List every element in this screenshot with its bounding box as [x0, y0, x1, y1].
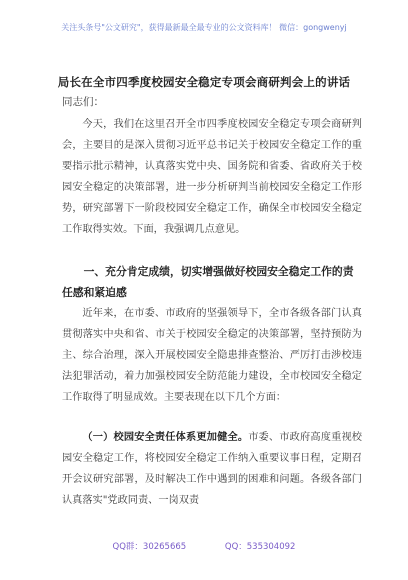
subsection-1-paragraph: [62, 427, 362, 511]
salutation: 同志们：: [62, 96, 104, 108]
intro-paragraph: 今天，我们在这里召开全市四季度校园安全稳定专项会商研判会，主要目的是深入贯彻习近平总书记关于校园安全稳定工作的重要指示批示精神，认真落实党中央、国务院和省委、省政府关于校园安全稳定的决策部署，进一步分析研判当前校园安全稳定工作形势，研究部署下一阶段校园安全稳定工作，确保全市校园安全稳定工作取得实效。下面，我强调几点意见。: [62, 119, 362, 235]
qq-group-number: QQ群：30265665: [112, 542, 187, 552]
qq-number: QQ：535304092: [224, 542, 296, 552]
subsection-1-lead: （一）校园安全责任体系更加健全。: [82, 431, 249, 443]
document-title: 局长在全市四季度校园安全稳定专项会商研判会上的讲话: [57, 75, 351, 89]
promo-banner: 关注头条号"公文研究"，获得最新最全最专业的公文资料库！ 微信：gongwenyj: [61, 23, 347, 32]
subsection-1-body: 市委、市政府高度重视校园安全稳定工作，将校园安全稳定工作纳入重要议事日程，定期召开会议研究部署，及时解决工作中遇到的困难和问题。各级各部门认真落实"党政同责、一岗双责: [62, 432, 362, 506]
section-1-paragraph: 近年来，在市委、市政府的坚强领导下，全市各级各部门认真贯彻落实中央和省、市关于校园安全稳定的决策部署，坚持预防为主、综合治理，深入开展校园安全隐患排查整治、严厉打击涉校违法犯罪活动，着力加强校园安全防范能力建设，全市校园安全稳定工作取得了明显成效。主要表现在以下几个方面：: [62, 308, 362, 403]
section-heading-1: 一、充分肯定成绩，切实增强做好校园安全稳定工作的责任感和紧迫感: [62, 265, 354, 299]
contact-footer: [0, 540, 408, 552]
